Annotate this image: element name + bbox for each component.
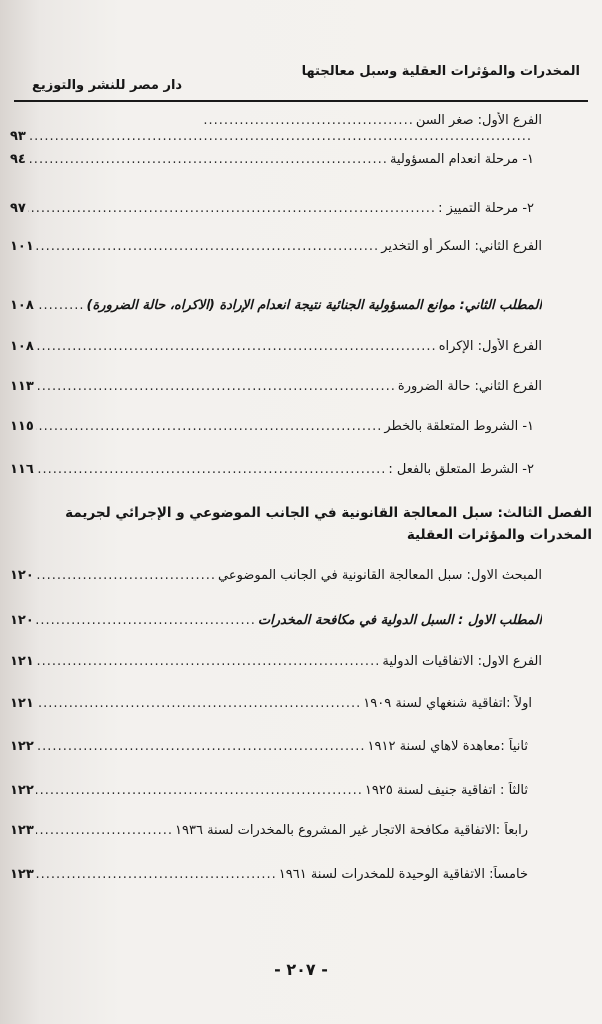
toc-entry-title: الفرع الثاني: حالة الضرورة (397, 379, 542, 394)
toc-entry-page: ٩٤ (10, 152, 26, 167)
leader-dots (28, 200, 436, 218)
toc-entry-title: المطلب الثاني: موانع المسؤولية الجنائية نتيجة انعدام الإرادة (الاكراه، حالة الضرورة) (86, 298, 542, 313)
toc-entry-page: ٩٣ (10, 129, 26, 144)
toc-entry-page: ١٢٣ (10, 823, 34, 838)
toc-entry (10, 866, 528, 884)
toc-entry-page: ١٢٠ (10, 613, 34, 628)
leader-dots (28, 151, 388, 169)
toc-entry (10, 200, 534, 218)
leader-dots (36, 612, 256, 630)
leader-dots (28, 128, 532, 146)
toc-entry-page: ١٢١ (10, 654, 34, 669)
leader-dots (36, 461, 387, 479)
leader-dots (36, 418, 383, 436)
leader-dots (36, 695, 361, 713)
toc-entry-title: الفرع الأول: صغر السن (415, 113, 542, 128)
leader-dots (36, 782, 363, 800)
toc-entry (10, 338, 542, 356)
toc-entry-title: ثالثاً : اتفاقية جنيف لسنة ١٩٢٥ (364, 783, 528, 798)
leader-dots (36, 238, 379, 256)
toc-entry-title: ثانياً :معاهدة لاهاي لسنة ١٩١٢ (367, 739, 528, 754)
toc-entry (10, 567, 542, 585)
leader-dots (36, 297, 85, 315)
toc-entry-page: ١٠٨ (10, 298, 34, 313)
toc-entry-page: ٩٧ (10, 201, 26, 216)
toc-entry-title: ١- الشروط المتعلقة بالخطر (384, 419, 534, 434)
toc-entry (10, 297, 542, 315)
toc-entry (10, 738, 528, 756)
leader-dots (36, 738, 366, 756)
leader-dots (36, 822, 173, 840)
toc-entry-page: ١٢١ (10, 696, 34, 711)
toc-entry (10, 461, 534, 479)
toc-entry-page: ١١٦ (10, 462, 34, 477)
toc-entry (10, 822, 528, 840)
leader-dots (36, 378, 396, 396)
toc-entry (10, 238, 542, 256)
toc-entry-page: ١١٥ (10, 419, 34, 434)
toc-entry-title: اولاً :اتفاقية شنغهاي لسنة ١٩٠٩ (363, 696, 532, 711)
toc-entry (10, 653, 542, 671)
book-title: المخدرات والمؤثرات العقلية وسبل معالجتها (301, 64, 580, 79)
toc-entry-page: ١٢٢ (10, 783, 34, 798)
publisher-name: دار مصر للنشر والتوزيع (32, 78, 183, 93)
toc-entry-title: ١- مرحلة انعدام المسؤولية (389, 152, 534, 167)
toc-entry-page: ١٢٢ (10, 739, 34, 754)
toc-entry (10, 695, 532, 713)
toc-entry-page: ١١٣ (10, 379, 34, 394)
toc-entry-title: الفرع الاول: الاتفاقيات الدولية (382, 654, 542, 669)
toc-entry-page: ١٢٠ (10, 568, 34, 583)
toc-entry-title: الفرع الثاني: السكر أو التخدير (381, 239, 542, 254)
toc-entry-title: المبحث الاول: سبل المعالجة القانونية في الجانب الموضوعي (218, 568, 542, 583)
toc-entry-page: ١٢٣ (10, 867, 34, 882)
leader-dots (36, 338, 437, 356)
toc-entry-page: ١٠٨ (10, 339, 34, 354)
toc-entry-title: خامساً: الاتفاقية الوحيدة للمخدرات لسنة ١٩٦١ (278, 867, 528, 882)
toc-entry (10, 151, 534, 169)
toc-entry (10, 782, 528, 800)
chapter-heading: الفصل الثالث: سبل المعالجة القانونية في الجانب الموضوعي و الإجرائي لجريمة المخدرات والمؤثرات العقلية (65, 505, 592, 543)
toc-entry (10, 378, 542, 396)
toc-entry (10, 612, 542, 630)
toc-entry (10, 418, 534, 436)
toc-entry-title: ٢- مرحلة التمييز : (438, 201, 534, 216)
toc-entry-title: الفرع الأول: الإكراه (438, 339, 542, 354)
page-number: - ٢٠٧ - (274, 960, 328, 979)
toc-entry-title: ٢- الشرط المتعلق بالفعل : (388, 462, 534, 477)
toc-entry-title: رابعاً :الاتفاقية مكافحة الاتجار غير المشروع بالمخدرات لسنة ١٩٣٦ (175, 823, 528, 838)
leader-dots (36, 866, 277, 884)
toc-entry (10, 128, 534, 146)
toc-entry-title: المطلب الاول : السبل الدولية في مكافحة المخدرات (257, 613, 542, 628)
toc-entry-page: ١٠١ (10, 239, 34, 254)
leader-dots (36, 653, 381, 671)
leader-dots (36, 567, 216, 585)
